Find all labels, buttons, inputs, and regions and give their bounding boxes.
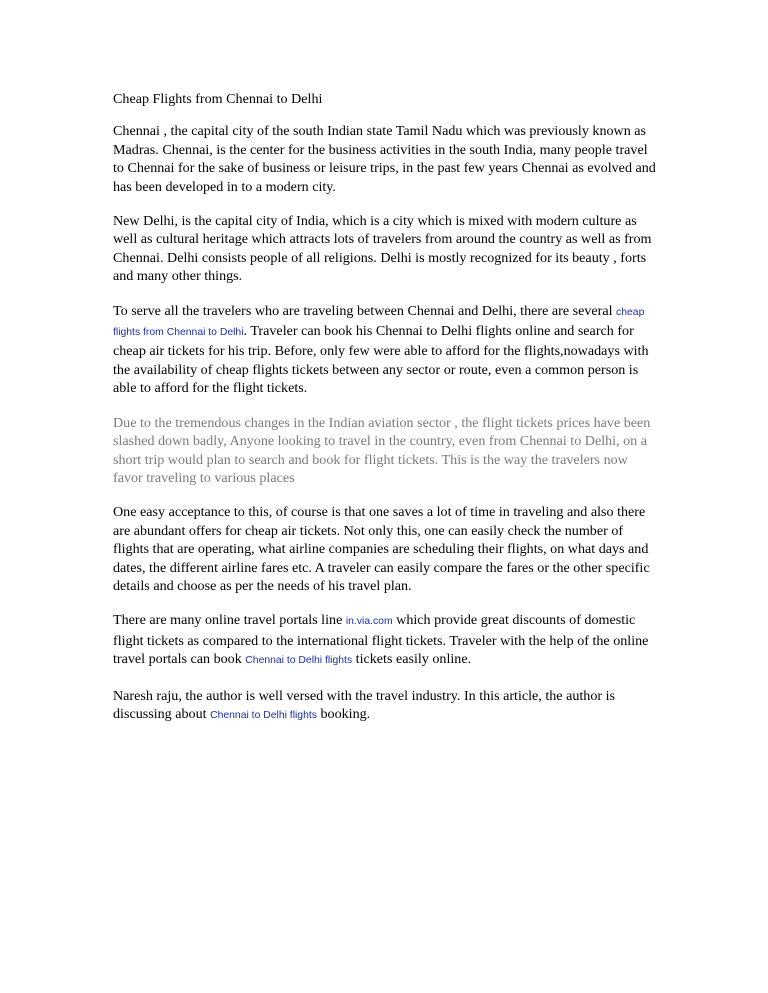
paragraph-text: booking. <box>316 705 371 722</box>
chennai-delhi-flights-link[interactable]: Chennai to Delhi flights <box>245 655 353 667</box>
paragraph-text: There are many online travel portals line <box>113 612 346 629</box>
paragraph-chennai: Chennai , the capital city of the south Indian state Tamil Nadu which was previously known as Madras. Chennai, is the center for the business activities in the south India, many people travel to Chennai for the sake of business or leisure trips, in the past few years Chennai as evolved and has been developed in to a modern city. <box>113 123 656 195</box>
paragraph-text: which provide great discounts of domestic flight tickets as compared to the international flight tickets. Traveler with the help of the online travel portals can book <box>113 612 649 668</box>
paragraph-travelers <box>113 302 661 398</box>
document-title: Cheap Flights from Chennai to Delhi <box>113 91 323 107</box>
document-page <box>113 90 661 741</box>
paragraph-text: Naresh raju, the author is well versed with the travel industry. In this article, the author is discussing about <box>113 687 616 722</box>
paragraph-text: To serve all the travelers who are traveling between Chennai and Delhi, there are several <box>113 302 617 319</box>
paragraph-acceptance: One easy acceptance to this, of course is that one saves a lot of time in traveling and also there are abundant offers for cheap air tickets. Not only this, one can easily check the number of flights that are operating, what airline companies are scheduling their flights, on what days and dates, the different airline fares etc. A traveler can easily compare the fares or the other specific details and choose as per the needs of his travel plan. <box>113 504 650 594</box>
via-com-link[interactable]: in.via.com <box>345 616 393 628</box>
paragraph-text: . Traveler can book his Chennai to Delhi flights online and search for cheap air tickets for his trip. Before, only few were able to afford for the flights,nowadays with the availability of cheap flights tickets between any sector or route, even a common person is able to afford for the flight tickets. <box>113 323 649 397</box>
paragraph-author <box>113 687 661 726</box>
paragraph-travel-portals <box>113 611 661 670</box>
paragraph-new-delhi: New Delhi, is the capital city of India, which is a city which is mixed with modern culture as well as cultural heritage which attracts lots of travelers from around the country as well as from Chennai. Delhi consists people of all religions. Delhi is mostly recognized for its beauty , forts and many other things. <box>113 213 652 285</box>
chennai-delhi-flights-link-2[interactable]: Chennai to Delhi flights <box>210 709 317 721</box>
cheap-flights-link[interactable]: cheap flights from Chennai to Delhi <box>113 306 645 339</box>
paragraph-aviation-sector: Due to the tremendous changes in the Indian aviation sector , the flight tickets prices have been slashed down badly, Anyone looking to travel in the country, even from Chennai to Delhi, on a short trip would plan to search and book for flight tickets. This is the way the travelers now favor traveling to various places <box>113 414 651 486</box>
paragraph-text: tickets easily online. <box>352 651 472 668</box>
